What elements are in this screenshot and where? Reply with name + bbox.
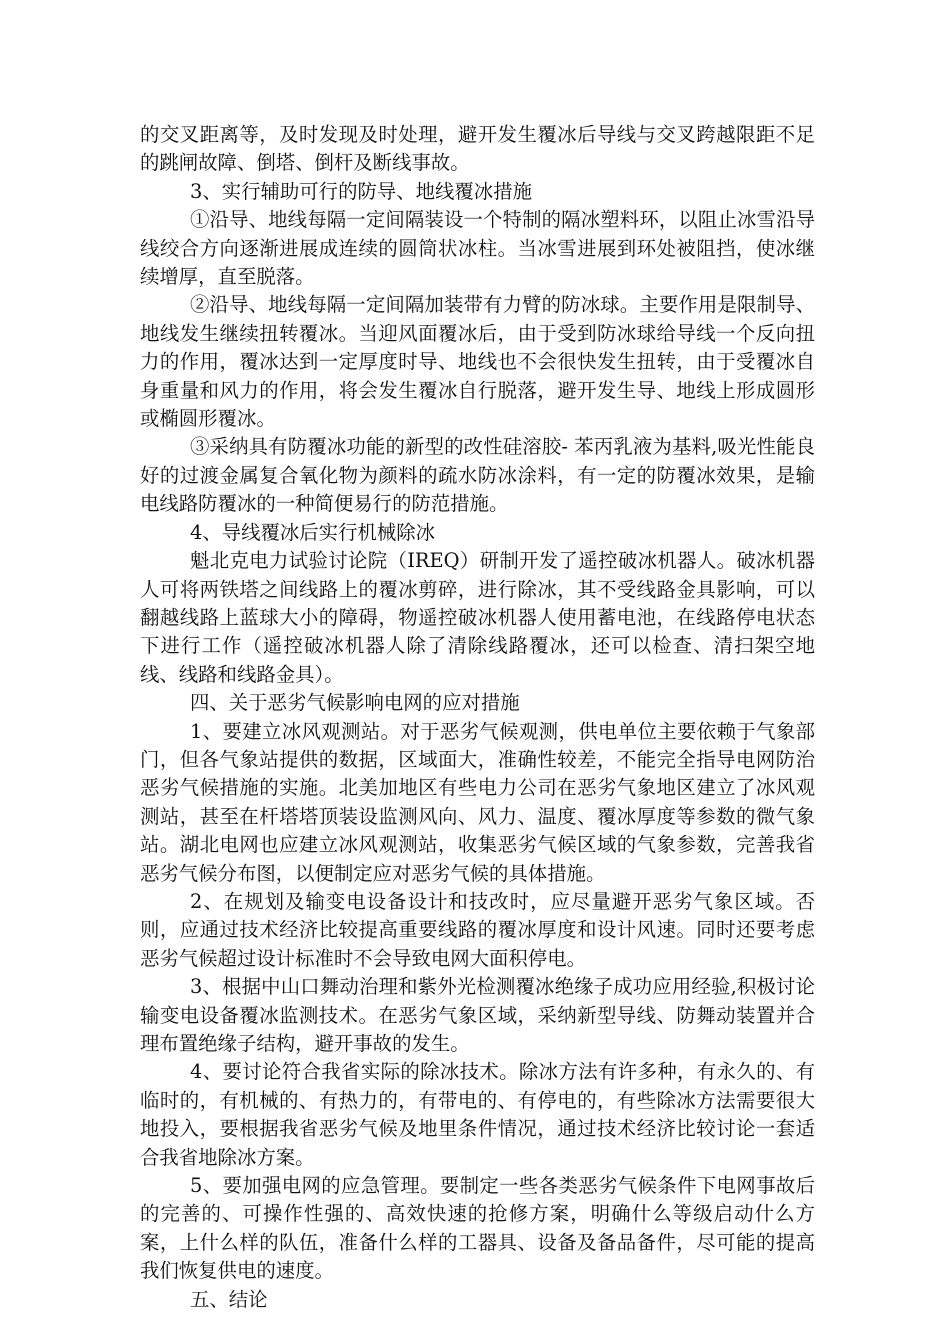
paragraph-item-4: 4、要讨论符合我省实际的除冰技术。除冰方法有许多种，有永久的、有临时的，有机械的、有热力的，有带电的、有停电的，有些除冰方法需要很大地投入，要根据我省恶劣气候及地里条件情况，通过技术经济比较讨论一套适合我省地除冰方案。: [140, 1060, 815, 1169]
heading-measure-4: 4、导线覆冰后实行机械除冰: [190, 520, 436, 544]
paragraph-continuation: 的交叉距离等，及时发现及时处理，避开发生覆冰后导线与交叉跨越限距不足的跳闸故障、倒塔、倒杆及断线事故。: [140, 123, 815, 175]
paragraph-ice-ring: ①沿导、地线每隔一定间隔装设一个特制的隔冰塑料环，以阻止冰雪沿导线绞合方向逐渐进展成连续的圆筒状冰柱。当冰雪进展到环处被阻挡，使冰继续增厚，直至脱落。: [140, 208, 815, 289]
paragraph-item-5: 5、要加强电网的应急管理。要制定一些各类恶劣气候条件下电网事故后的完善的、可操作性强的、高效快速的抢修方案，明确什么等级启动什么方案，上什么样的队伍，准备什么样的工器具、设备及备品备件，尽可能的提高我们恢复供电的速度。: [140, 1174, 815, 1283]
paragraph-coating: ③采纳具有防覆冰功能的新型的改性硅溶胶- 苯丙乳液为基料,吸光性能良好的过渡金属复合氧化物为颜料的疏水防冰涂料，有一定的防覆冰效果，是输电线路防覆冰的一种简便易行的防范措施。: [140, 435, 815, 516]
document-body: [140, 121, 815, 1314]
paragraph-item-3: 3、根据中山口舞动治理和紫外光检测覆冰绝缘子成功应用经验,积极讨论输变电设备覆冰监测技术。在恶劣气象区域，采纳新型导线、防舞动装置并合理布置绝缘子结构，避开事故的发生。: [140, 975, 815, 1055]
heading-section-5: 五、结论: [190, 1287, 268, 1311]
paragraph-item-1: 1、要建立冰风观测站。对于恶劣气候观测，供电单位主要依赖于气象部门，但各气象站提供的数据，区域面大，准确性较差，不能完全指导电网防治恶劣气候措施的实施。北美加地区有些电力公司在恶劣气象地区建立了冰风观测站，甚至在杆塔塔顶装设监测风向、风力、温度、覆冰厚度等参数的微气象站。湖北电网也应建立冰风观测站，收集恶劣气候区域的气象参数，完善我省恶劣气候分布图，以便制定应对恶劣气候的具体措施。: [140, 719, 815, 885]
heading-section-4: 四、关于恶劣气候影响电网的应对措施: [190, 691, 520, 715]
heading-measure-3: 3、实行辅助可行的防导、地线覆冰措施: [190, 179, 532, 203]
paragraph-ice-ball: ②沿导、地线每隔一定间隔加装带有力臂的防冰球。主要作用是限制导、地线发生继续扭转覆冰。当迎风面覆冰后，由于受到防冰球给导线一个反向扭力的作用，覆冰达到一定厚度时导、地线也不会很快发生扭转，由于受覆冰自身重量和风力的作用，将会发生覆冰自行脱落，避开发生导、地线上形成圆形或椭圆形覆冰。: [140, 293, 815, 431]
paragraph-robot: 魁北克电力试验讨论院（IREQ）研制开发了遥控破冰机器人。破冰机器人可将两铁塔之间线路上的覆冰剪碎，进行除冰，其不受线路金具影响，可以翻越线路上蓝球大小的障碍，物遥控破冰机器人使用蓄电池，在线路停电状态下进行工作（遥控破冰机器人除了清除线路覆冰，还可以检查、清扫架空地线、线路和线路金具）。: [140, 549, 815, 686]
paragraph-item-2: 2、在规划及输变电设备设计和技改时，应尽量避开恶劣气象区域。否则，应通过技术经济比较提高重要线路的覆冰厚度和设计风速。同时还要考虑恶劣气候超过设计标准时不会导致电网大面积停电。: [140, 889, 815, 970]
